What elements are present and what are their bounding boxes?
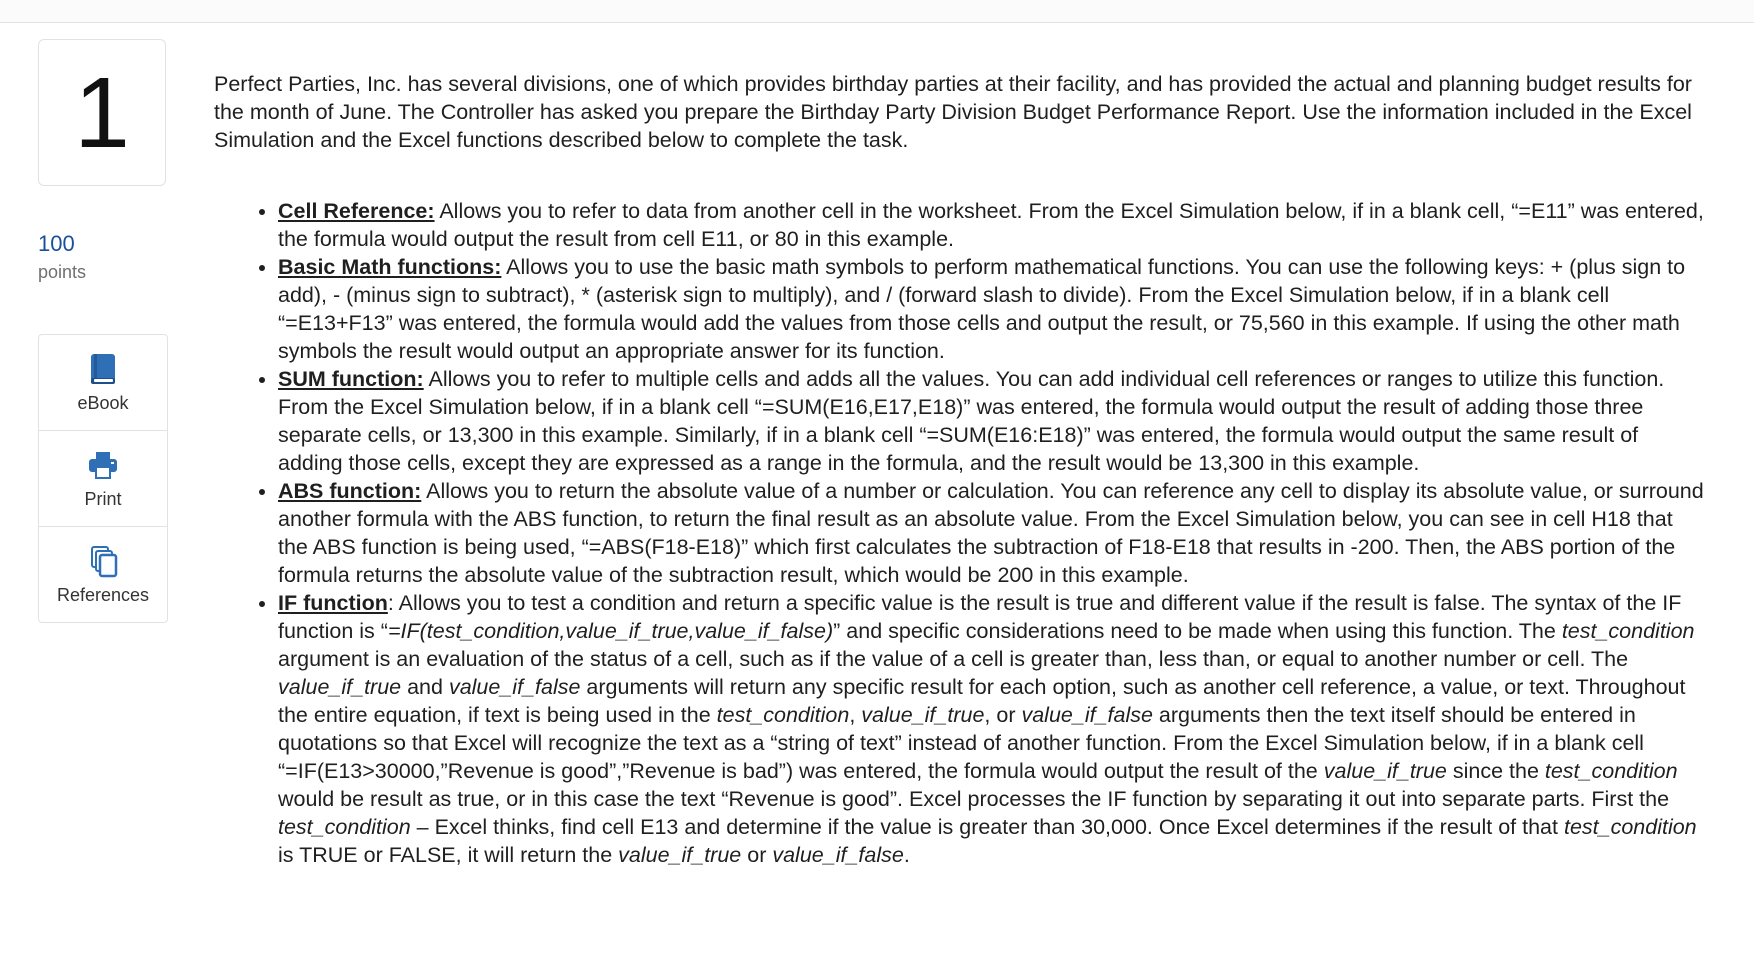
- if-text: would be result as true, or in this case the text “Revenue is good”. Excel processes the IF function by separating it out into separate parts. First the: [278, 787, 1670, 811]
- arg-value-if-true: value_if_true: [618, 843, 742, 867]
- arg-value-if-true: value_if_true: [1323, 759, 1447, 783]
- arg-value-if-true: value_if_true: [861, 703, 985, 727]
- print-label: Print: [84, 489, 122, 509]
- references-label: References: [56, 585, 150, 605]
- tools-panel: [38, 334, 168, 623]
- arg-test-condition: test_condition: [278, 815, 411, 839]
- list-item-if-function: [278, 589, 1704, 869]
- points-value: 100: [38, 231, 75, 256]
- points-label: points: [38, 262, 87, 282]
- question-intro: Perfect Parties, Inc. has several divisions, one of which provides birthday parties at their facility, and has provided the actual and planning budget results for the month of June. The Controller has asked you prepare the Birthday Party Division Budget Performance Report. Use the information included in the Excel Simulation and the Excel functions described below to complete the task.: [214, 72, 1692, 152]
- ebook-label: eBook: [77, 393, 129, 413]
- if-text: : Allows you to test a condition and return a specific value is the result is true and different value if the result is false. The syntax of the IF function is “: [278, 591, 1682, 643]
- arg-value-if-false: value_if_false: [1021, 703, 1153, 727]
- ebook-button[interactable]: [38, 334, 168, 431]
- list-item-basic-math: [278, 253, 1704, 365]
- if-text: ,: [849, 703, 862, 727]
- question-number: 1: [74, 56, 130, 169]
- if-text: is TRUE or FALSE, it will return the: [278, 843, 619, 867]
- arg-test-condition: test_condition: [1561, 619, 1695, 643]
- printer-icon: [87, 447, 119, 483]
- if-text: ” and specific considerations need to be made when using this function. The: [833, 619, 1562, 643]
- question-number-box: [38, 39, 166, 186]
- arg-value-if-false: value_if_false: [772, 843, 904, 867]
- arg-test-condition: test_condition: [1563, 815, 1697, 839]
- list-item-cell-reference: [278, 197, 1704, 253]
- arg-test-condition: test_condition: [1544, 759, 1678, 783]
- if-text: and: [401, 675, 449, 699]
- desc-cell-reference: Allows you to refer to data from another cell in the worksheet. From the Excel Simulation below, if in a blank cell, “=E11” was entered, the formula would output the result from cell E11, or 80 in this example.: [278, 199, 1704, 251]
- if-text: since the: [1446, 759, 1545, 783]
- term-if-function: IF function: [278, 591, 388, 615]
- if-text: arguments then the text itself should be entered in quotations so that Excel will recognize the text as a “string of text” instead of another function. From the Excel Simulation below, if in a blank cell “=IF(E13>30000,”Revenue is good”,”Revenue is bad”) was entered, the formula would output the result of the: [278, 703, 1644, 783]
- term-basic-math: Basic Math functions:: [278, 255, 502, 279]
- desc-basic-math: Allows you to use the basic math symbols to perform mathematical functions. You can use the following keys: + (plus sign to add), - (minus sign to subtract), * (asterisk sign to multiply), and / (forward slash to divide). From the Excel Simulation below, if in a blank cell “=E13+F13” was entered, the formula would add the values from those cells and output the result, or 75,560 in this example. If using the other math symbols the result would output an appropriate answer for its function.: [278, 255, 1686, 363]
- print-button[interactable]: [38, 430, 168, 527]
- book-icon: [87, 351, 119, 387]
- references-button[interactable]: [38, 526, 168, 623]
- if-text: .: [903, 843, 910, 867]
- if-text: – Excel thinks, find cell E13 and determine if the value is greater than 30,000. Once Excel determines if the result of that: [410, 815, 1564, 839]
- desc-sum-function: Allows you to refer to multiple cells and adds all the values. You can add individual cell references or ranges to utilize this function. From the Excel Simulation below, if in a blank cell “=SUM(E16,E17,E18)” was entered, the formula would output the result of adding those three separate cells, or 13,300 in this example. Similarly, if in a blank cell “=SUM(E16:E18)” was entered, the formula would output the same result of adding those cells, except they are expressed as a range in the formula, and the result would be 13,300 in this example.: [278, 367, 1665, 475]
- if-text: or: [741, 843, 773, 867]
- desc-abs-function: Allows you to return the absolute value of a number or calculation. You can reference any cell to display its absolute value, or surround another formula with the ABS function, to return the final result as an absolute value. From the Excel Simulation below, you can see in cell H18 that the ABS function is being used, “=ABS(F18-E18)” which first calculates the subtraction of F18-E18 that results in -200. Then, the ABS portion of the formula returns the absolute value of the subtraction result, which would be 200 in this example.: [278, 479, 1704, 587]
- copy-icon: [87, 543, 119, 579]
- term-abs-function: ABS function:: [278, 479, 422, 503]
- if-syntax: =IF(test_condition,value_if_true,value_if_false): [387, 619, 834, 643]
- list-item-sum-function: [278, 365, 1704, 477]
- if-text: argument is an evaluation of the status of a cell, such as if the value of a cell is greater than, less than, or equal to another number or cell. The: [278, 647, 1629, 671]
- arg-value-if-true: value_if_true: [278, 675, 402, 699]
- top-bar: [0, 0, 1754, 23]
- list-item-abs-function: [278, 477, 1704, 589]
- if-text: , or: [984, 703, 1022, 727]
- arg-value-if-false: value_if_false: [448, 675, 581, 699]
- function-list: [214, 197, 1704, 869]
- term-cell-reference: Cell Reference:: [278, 199, 435, 223]
- if-text: arguments will return any specific result for each option, such as another cell reference, a value, or text. Throughout the entire equation, if text is being used in the: [278, 675, 1686, 727]
- term-sum-function: SUM function:: [278, 367, 424, 391]
- arg-test-condition: test_condition: [716, 703, 850, 727]
- question-content: [214, 70, 1704, 869]
